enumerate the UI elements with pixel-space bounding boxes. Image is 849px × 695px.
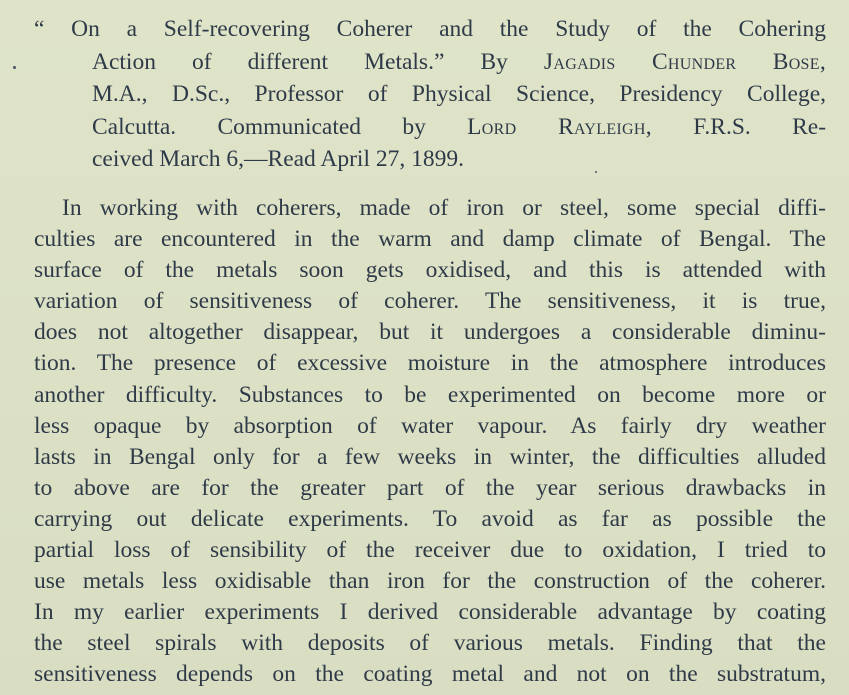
- body-line: does not altogether disappear, but it undergoes a considerable diminu-: [34, 319, 826, 346]
- body-line: In working with coherers, made of iron or steel, some special diffi-: [62, 195, 826, 221]
- body-line: lasts in Bengal only for a few weeks in winter, the difficulties alluded: [34, 443, 826, 470]
- body-line: variation of sensitiveness of coherer. The sensitiveness, it is true,: [34, 288, 826, 315]
- body-line: the steel spirals with deposits of various metals. Finding that the: [34, 630, 826, 657]
- body-line: use metals less oxidisable than iron for the construction of the coherer.: [34, 568, 826, 595]
- print-speck: [595, 171, 597, 173]
- body-line: to above are for the greater part of the year serious drawbacks in: [34, 474, 826, 501]
- body-line: another difficulty. Substances to be experimented on become more or: [34, 381, 826, 408]
- body-line: less opaque by absorption of water vapour. As fairly dry weather: [34, 412, 826, 439]
- body-line: tion. The presence of excessive moisture in the atmosphere introduces: [34, 350, 826, 377]
- body-line: partial loss of sensibility of the receiver due to oxidation, I tried to: [34, 537, 826, 564]
- fellowship: F.R.S.: [693, 113, 751, 140]
- heading-line-2: [34, 46, 826, 79]
- received-label: Re-: [792, 113, 827, 140]
- heading-by: By: [480, 48, 508, 75]
- communicator-name: Lord Rayleigh,: [467, 113, 652, 140]
- body-line: surface of the metals soon gets oxidised, and this is attended with: [34, 257, 826, 284]
- article-body: [34, 193, 826, 691]
- article-heading: [34, 13, 826, 176]
- heading-line-3: M.A., D.Sc., Professor of Physical Science, Presidency College,: [92, 81, 826, 108]
- heading-line-1: “ On a Self-recovering Coherer and the Study of the Cohering: [34, 16, 826, 42]
- heading-title-end: Action of different Metals.”: [92, 48, 445, 75]
- heading-line-4: [34, 111, 826, 144]
- body-line: sensitiveness depends on the coating metal and not on the substratum,: [34, 661, 826, 688]
- body-line: In my earlier experiments I derived considerable advantage by coating: [34, 599, 826, 626]
- body-line: culties are encountered in the warm and damp climate of Bengal. The: [34, 226, 826, 253]
- print-speck: [13, 66, 16, 69]
- heading-calcutta: Calcutta. Communicated by: [92, 113, 426, 140]
- body-line: carrying out delicate experiments. To avoid as far as possible the: [34, 505, 826, 532]
- author-name: Jagadis Chunder Bose,: [543, 48, 827, 75]
- heading-line-5: ceived March 6,—Read April 27, 1899.: [92, 146, 464, 173]
